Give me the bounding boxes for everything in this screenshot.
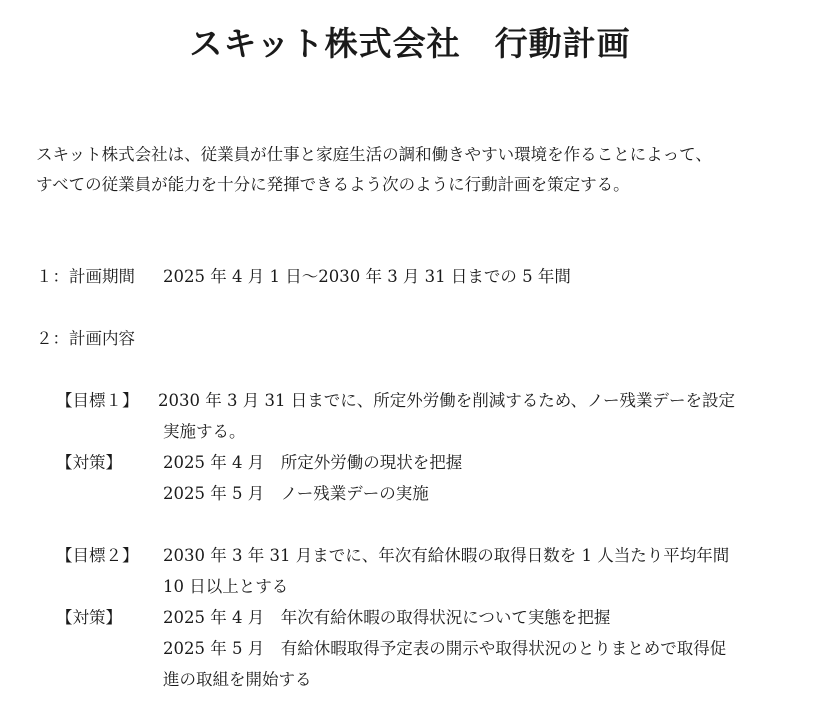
intro-line: スキット株式会社は、従業員が仕事と家庭生活の調和働きやすい環境を作ることによって、 xyxy=(36,145,712,164)
intro-line: すべての従業員が能力を十分に発揮できるよう次のように行動計画を策定する。 xyxy=(36,175,630,194)
plan-period-text: 2025 年 4 月 1 日～2030 年 3 月 31 日までの 5 年間 xyxy=(163,267,571,286)
goal-1-label: 【目標１】 xyxy=(56,391,139,410)
goal-1-line: 実施する。 xyxy=(163,422,246,441)
goal-2-measure: 進の取組を開始する xyxy=(163,670,312,689)
goal-2-measures-label: 【対策】 xyxy=(56,608,122,627)
goal-2-measure: 2025 年 4 月 年次有給休暇の取得状況について実態を把握 xyxy=(163,608,611,627)
document-title: スキット株式会社 行動計画 xyxy=(189,24,631,63)
goal-1-measure: 2025 年 4 月 所定外労働の現状を把握 xyxy=(163,453,463,472)
goal-2-label: 【目標２】 xyxy=(56,546,139,565)
goal-1-line: 2030 年 3 月 31 日までに、所定外労働を削減するため、ノー残業デーを設定 xyxy=(158,391,736,410)
section-label: ２：計画内容 xyxy=(36,329,135,348)
intro-paragraph xyxy=(36,140,796,200)
goal-1-measures-label: 【対策】 xyxy=(56,453,122,472)
goal-2-line: 2030 年 3 年 31 月までに、年次有給休暇の取得日数を 1 人当たり平均年間 xyxy=(163,546,730,565)
goal-2-line: 10 日以上とする xyxy=(163,577,289,596)
section-label: １：計画期間 xyxy=(36,267,135,286)
goal-1-measure: 2025 年 5 月 ノー残業デーの実施 xyxy=(163,484,429,503)
goal-2-measure: 2025 年 5 月 有給休暇取得予定表の開示や取得状況のとりまとめで取得促 xyxy=(163,639,727,658)
